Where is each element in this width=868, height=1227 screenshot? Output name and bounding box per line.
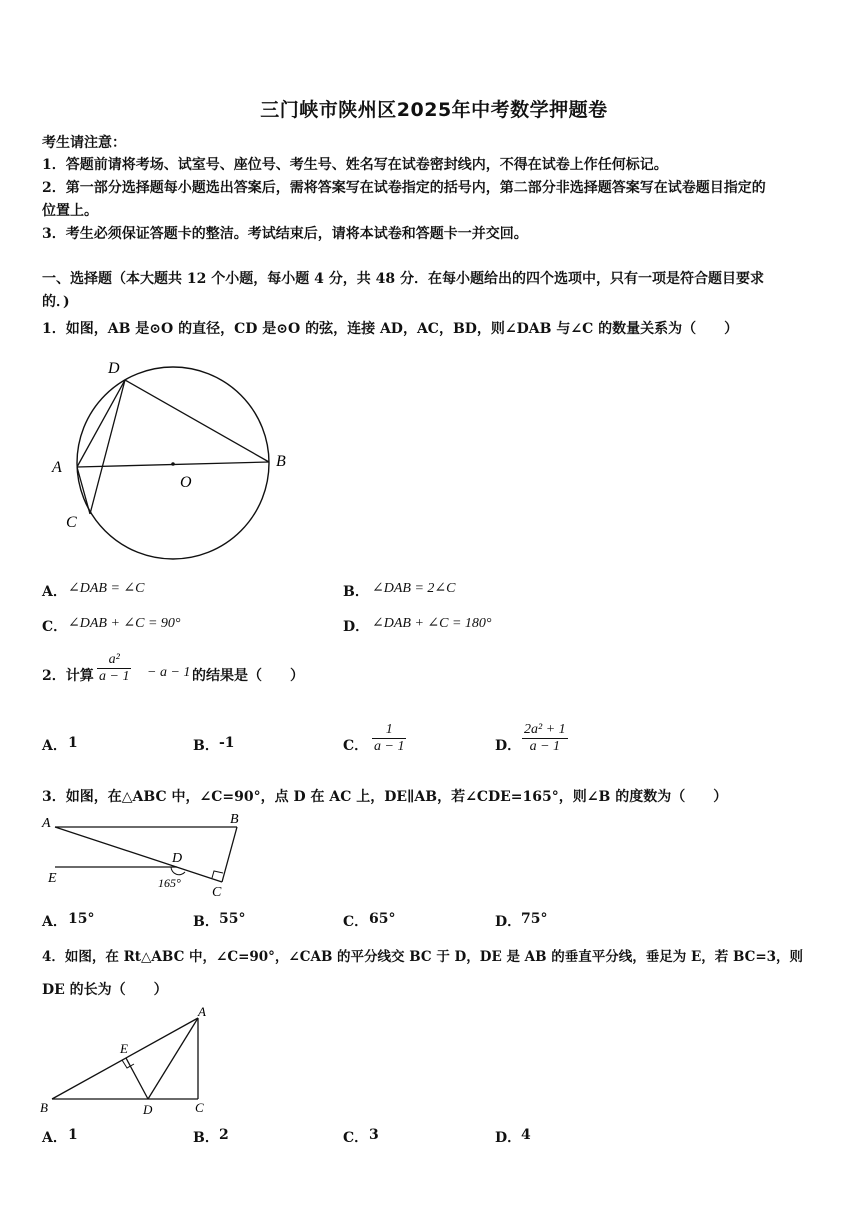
- q2-option-d: [522, 722, 568, 755]
- q1-option-b-letter: B．: [343, 584, 369, 600]
- chord-cd: [90, 380, 125, 514]
- question-2-suffix: 的结果是（ ）: [192, 668, 304, 684]
- segment-ab: [52, 1018, 198, 1099]
- chord-ad: [77, 380, 125, 467]
- label-b: B: [230, 812, 239, 827]
- question-4-stem: 4．如图，在 Rt△ABC 中，∠C=90°，∠CAB 的平分线交 BC 于 D，DE 是 AB 的垂直平分线，垂足为 E，若 BC=3，则: [42, 949, 804, 965]
- q1-option-c: ∠DAB + ∠C = 90°: [68, 616, 181, 631]
- page-title: 三门峡市陕州区2025年中考数学押题卷: [260, 99, 608, 121]
- q4-option-a-letter: A．: [42, 1130, 67, 1146]
- question-4-figure: [38, 1004, 218, 1119]
- label-e: E: [48, 871, 57, 886]
- label-b: B: [276, 453, 286, 470]
- q2-frac-den: a − 1: [99, 669, 130, 685]
- q1-option-a-letter: A．: [42, 584, 67, 600]
- label-b: B: [40, 1100, 48, 1115]
- q1-option-d-letter: D．: [343, 619, 370, 635]
- question-2-tail: − a − 1: [147, 665, 191, 680]
- label-d: D: [143, 1102, 153, 1117]
- label-a: A: [198, 1004, 206, 1019]
- q3-option-b: 55°: [219, 911, 246, 927]
- q2-option-b-letter: B．: [193, 738, 219, 754]
- q3-option-c-letter: C．: [343, 914, 369, 930]
- label-a: A: [52, 459, 62, 476]
- label-d: D: [172, 851, 183, 866]
- section-heading: 一、选择题（本大题共 12 个小题，每小题 4 分，共 48 分．在每小题给出的四个选项中，只有一项是符合题目要求: [42, 271, 764, 287]
- q2-d-num: 2a² + 1: [522, 722, 568, 739]
- q3-option-c: 65°: [369, 911, 396, 927]
- label-a: A: [42, 816, 51, 831]
- segment-bc: [222, 827, 237, 882]
- notice-item-2-cont: 位置上。: [42, 203, 98, 219]
- q1-option-d: ∠DAB + ∠C = 180°: [372, 616, 492, 631]
- question-1-figure: [40, 352, 300, 572]
- q2-option-b: -1: [219, 735, 235, 751]
- q3-option-d: 75°: [521, 911, 548, 927]
- label-e: E: [120, 1041, 128, 1056]
- q2-frac-num: a²: [97, 652, 131, 669]
- q2-c-num: 1: [372, 722, 406, 739]
- q4-option-c: 3: [369, 1127, 379, 1143]
- label-angle: 165°: [158, 876, 181, 890]
- q4-option-b-letter: B．: [193, 1130, 219, 1146]
- section-heading-cont: 的．): [42, 294, 70, 310]
- question-4-stem-cont: DE 的长为（ ）: [42, 982, 168, 998]
- label-d: D: [108, 360, 120, 377]
- segment-ad: [148, 1018, 198, 1099]
- q2-option-c: [372, 722, 406, 755]
- notice-item-2: 2．第一部分选择题每小题选出答案后，需将答案写在试卷指定的括号内，第二部分非选择题答案写在试卷题目指定的: [42, 180, 766, 196]
- segment-ac: [55, 827, 222, 882]
- question-1-stem: 1．如图，AB 是⊙O 的直径，CD 是⊙O 的弦，连接 AD，AC，BD，则∠DAB 与∠C 的数量关系为（ ）: [42, 321, 739, 337]
- center-point: [171, 462, 175, 466]
- q2-option-d-letter: D．: [495, 738, 522, 754]
- question-2-prefix: 2．计算: [42, 668, 94, 684]
- q2-option-a-letter: A．: [42, 738, 67, 754]
- label-c: C: [195, 1100, 204, 1115]
- q2-d-den: a − 1: [529, 739, 561, 755]
- chord-ac: [77, 467, 90, 514]
- q4-option-c-letter: C．: [343, 1130, 369, 1146]
- q2-option-c-letter: C．: [343, 738, 369, 754]
- q3-option-a-letter: A．: [42, 914, 67, 930]
- q4-option-b: 2: [219, 1127, 229, 1143]
- notice-item-1: 1．答题前请将考场、试室号、座位号、考生号、姓名写在试卷密封线内，不得在试卷上作任何标记。: [42, 157, 668, 173]
- q2-c-den: a − 1: [374, 739, 405, 755]
- q1-option-a: ∠DAB = ∠C: [68, 581, 145, 596]
- q2-option-a: 1: [68, 735, 78, 751]
- chord-bd: [125, 380, 269, 462]
- question-3-figure: [40, 812, 260, 902]
- notice-item-3: 3．考生必须保证答题卡的整洁。考试结束后，请将本试卷和答题卡一并交回。: [42, 226, 528, 242]
- label-c: C: [66, 514, 77, 531]
- label-o: O: [180, 474, 192, 491]
- q1-option-b: ∠DAB = 2∠C: [372, 581, 456, 596]
- q1-option-c-letter: C．: [42, 619, 68, 635]
- q3-option-d-letter: D．: [495, 914, 522, 930]
- notice-heading: 考生请注意：: [42, 135, 126, 151]
- q4-option-d: 4: [521, 1127, 531, 1143]
- q4-option-a: 1: [68, 1127, 78, 1143]
- label-c: C: [212, 885, 222, 900]
- segment-de: [126, 1058, 148, 1099]
- q4-option-d-letter: D．: [495, 1130, 522, 1146]
- q3-option-a: 15°: [68, 911, 95, 927]
- right-angle-mark: [212, 871, 223, 878]
- q3-option-b-letter: B．: [193, 914, 219, 930]
- question-2-fraction: [97, 652, 131, 685]
- question-3-stem: 3．如图，在△ABC 中，∠C=90°，点 D 在 AC 上，DE∥AB，若∠CDE=165°，则∠B 的度数为（ ）: [42, 789, 728, 805]
